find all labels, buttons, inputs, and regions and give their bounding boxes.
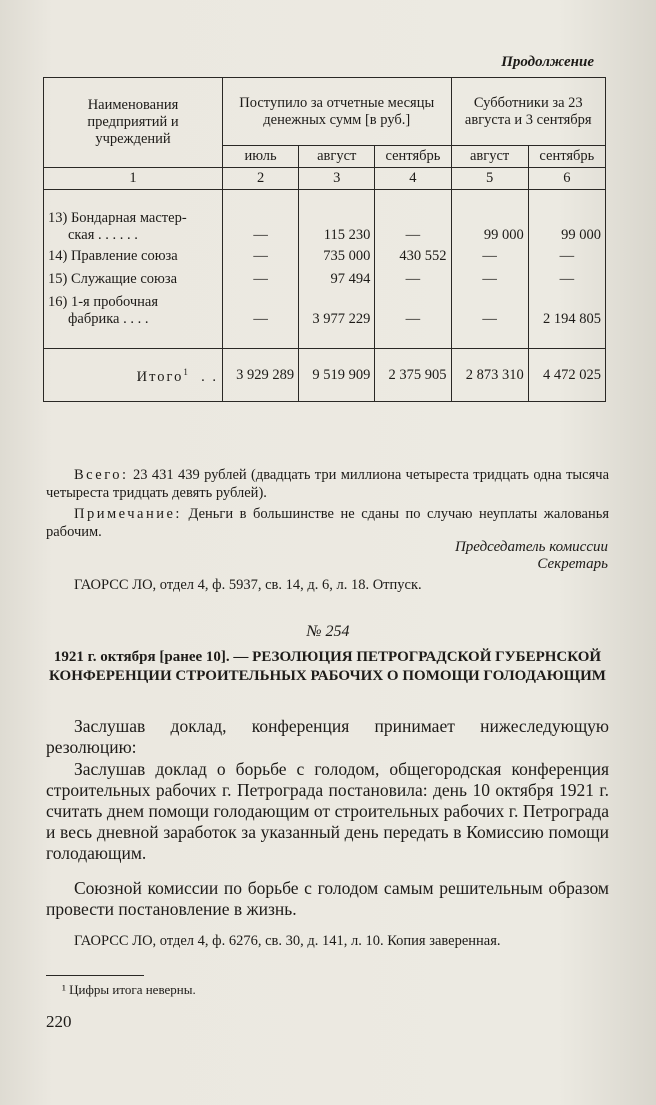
cell-sub-september: 2 194 805	[528, 290, 605, 330]
cell-sub-september: —	[528, 267, 605, 290]
col-number: 4	[375, 168, 451, 190]
paragraph-3: Союзной комиссии по борьбе с голодом самым решительным образом провести постановление в жизнь.	[46, 878, 609, 919]
cell-july: —	[223, 267, 299, 290]
cell-september: 430 552	[375, 246, 451, 267]
footnote-rule	[46, 975, 144, 976]
col-header-month: сентябрь	[528, 146, 605, 168]
col-header-group-received: Поступило за отчетные месяцы денежных сумм [в руб.]	[223, 78, 452, 146]
cell-july: —	[223, 208, 299, 246]
cell-july: —	[223, 246, 299, 267]
col-header-group-subbotniki: Субботники за 23 августа и 3 сентября	[451, 78, 605, 146]
donations-table	[43, 77, 606, 402]
cell-september: —	[375, 267, 451, 290]
paragraph-1: Заслушав доклад, конференция принимает нижеследующую резолюцию:	[46, 716, 609, 757]
archive-reference-1: ГАОРСС ЛО, отдел 4, ф. 5937, св. 14, д. 6, л. 18. Отпуск.	[74, 577, 422, 593]
cell-august: 735 000	[299, 246, 375, 267]
table-row	[44, 246, 606, 267]
row-name: 14) Правление союза	[44, 246, 223, 267]
total-label: Итого$^1$ . .	[44, 349, 223, 402]
document-title	[46, 648, 609, 686]
total-sub-august: 2 873 310	[451, 349, 528, 402]
cell-sub-august: —	[451, 290, 528, 330]
cell-august: 115 230	[299, 208, 375, 246]
total-row	[44, 349, 606, 402]
col-header-month: сентябрь	[375, 146, 451, 168]
row-name: 15) Служащие союза	[44, 267, 223, 290]
col-number: 6	[528, 168, 605, 190]
signature-secretary: Секретарь	[537, 556, 608, 572]
cell-august: 97 494	[299, 267, 375, 290]
cell-sub-august: —	[451, 267, 528, 290]
cell-sub-september: 99 000	[528, 208, 605, 246]
cell-sub-august: —	[451, 246, 528, 267]
cell-sub-august: 99 000	[451, 208, 528, 246]
paragraph-2: Заслушав доклад о борьбе с голодом, общегородская конференция строительных рабочих г. Петрограда постановила: день 10 октября 1921 г. считать днем помощи голодающим от строительных рабочих г. Петрограда и весь дневной заработок за указанный день передать в Комиссию помощи голодающим.	[46, 759, 609, 863]
note-paragraph	[46, 505, 609, 541]
cell-sub-september: —	[528, 246, 605, 267]
total-july: 3 929 289	[223, 349, 299, 402]
footnote: ¹ Цифры итога неверны.	[62, 982, 196, 997]
total-sub-september: 4 472 025	[528, 349, 605, 402]
row-name: 13) Бондарная мастер- ская . . . . . .	[44, 208, 223, 246]
title-date: 1921 г. октября [ранее 10].	[53, 649, 230, 665]
note-label: Примечание:	[74, 506, 182, 522]
col-number: 3	[299, 168, 375, 190]
total-sum-paragraph	[46, 466, 609, 502]
total-august: 9 519 909	[299, 349, 375, 402]
table-row	[44, 290, 606, 330]
total-sum-label: Всего:	[74, 467, 129, 483]
total-sum-text: 23 431 439 рублей (двадцать три миллиона четыреста тридцать одна тысяча четыреста тридцать девять рублей).	[46, 467, 610, 501]
note-text: Деньги в большинстве не сданы по случаю неуплаты жалованья рабочим.	[46, 506, 610, 540]
col-header-month: август	[299, 146, 375, 168]
col-number: 2	[223, 168, 299, 190]
document-number: № 254	[306, 623, 350, 640]
cell-september: —	[375, 290, 451, 330]
table-row	[44, 208, 606, 246]
title-text: — РЕЗОЛЮЦИЯ ПЕТРОГРАДСКОЙ ГУБЕРНСКОЙ КОНФЕРЕНЦИИ СТРОИТЕЛЬНЫХ РАБОЧИХ О ПОМОЩИ ГОЛОДАЮЩИМ	[49, 649, 606, 684]
table-row	[44, 267, 606, 290]
col-header-name: Наименования предприятий и учреждений	[44, 78, 223, 168]
col-number: 1	[44, 168, 223, 190]
cell-september: —	[375, 208, 451, 246]
col-number: 5	[451, 168, 528, 190]
page-number: 220	[46, 1012, 72, 1031]
continuation-label: Продолжение	[501, 54, 594, 70]
total-september: 2 375 905	[375, 349, 451, 402]
cell-august: 3 977 229	[299, 290, 375, 330]
col-header-month: август	[451, 146, 528, 168]
cell-july: —	[223, 290, 299, 330]
archive-reference-2: ГАОРСС ЛО, отдел 4, ф. 6276, св. 30, д. 141, л. 10. Копия заверенная.	[74, 933, 501, 949]
signature-chairman: Председатель комиссии	[454, 539, 608, 555]
col-header-month: июль	[223, 146, 299, 168]
row-name: 16) 1-я пробочная фабрика . . . .	[44, 290, 223, 330]
